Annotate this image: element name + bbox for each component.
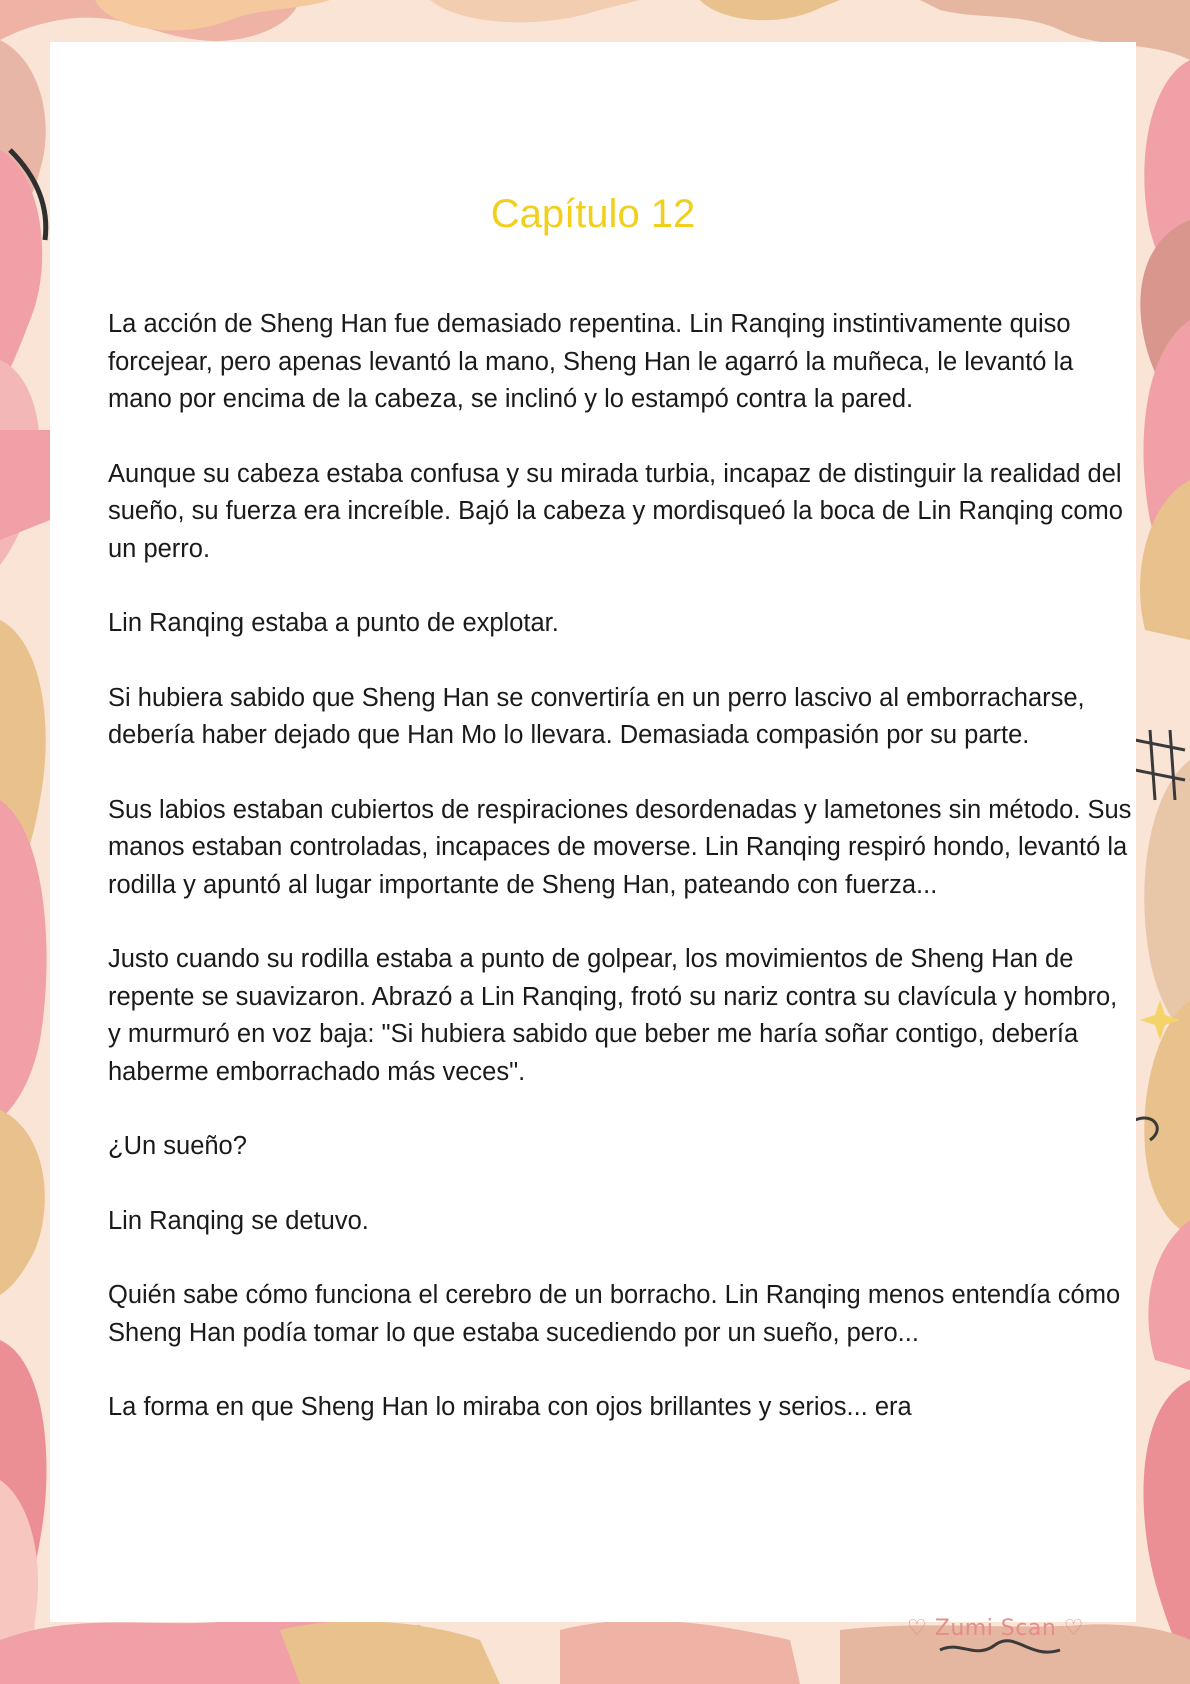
scanlation-credit: ♡ Zumi Scan ♡ xyxy=(907,1616,1084,1641)
paragraph: Lin Ranqing estaba a punto de explotar. xyxy=(108,609,559,637)
paragraph: ¿Un sueño? xyxy=(108,1132,247,1160)
paragraph: Justo cuando su rodilla estaba a punto de golpear, los movimientos de Sheng Han de repente se suavizaron. Abrazó a Lin Ranqing, frotó su nariz contra su clavícula y hombro, y murmuró en voz baja: "Si hubiera sabido que beber me haría soñar contigo, debería haberme emborrachado más veces". xyxy=(108,945,1118,1086)
paragraph: Si hubiera sabido que Sheng Han se convertiría en un perro lascivo al emborracharse, debería haber dejado que Han Mo lo llevara. Demasiada compasión por su parte. xyxy=(108,683,1085,749)
chapter-title: Capítulo 12 xyxy=(490,192,696,236)
paragraph: Aunque su cabeza estaba confusa y su mirada turbia, incapaz de distinguir la realidad del sueño, su fuerza era increíble. Bajó la cabeza y mordisqueó la boca de Lin Ranqing como un perro. xyxy=(108,459,1123,563)
chapter-page xyxy=(50,42,1136,1641)
chapter-body xyxy=(108,306,1132,1464)
paragraph: La acción de Sheng Han fue demasiado repentina. Lin Ranqing instintivamente quiso forcejear, pero apenas levantó la mano, Sheng Han le agarró la muñeca, le levantó la mano por encima de la cabeza, se inclinó y lo estampó contra la pared. xyxy=(108,310,1074,413)
paragraph: Quién sabe cómo funciona el cerebro de un borracho. Lin Ranqing menos entendía cómo Sheng Han podía tomar lo que estaba sucediendo por un sueño, pero... xyxy=(108,1281,1121,1347)
paragraph: Sus labios estaban cubiertos de respiraciones desordenadas y lametones sin método. Sus manos estaban controladas, incapaces de moverse. Lin Ranqing respiró hondo, levantó la rodilla y apuntó al lugar importante de Sheng Han, pateando con fuerza... xyxy=(108,795,1132,899)
paragraph: Lin Ranqing se detuvo. xyxy=(108,1206,369,1235)
paragraph: La forma en que Sheng Han lo miraba con ojos brillantes y serios... era xyxy=(108,1393,912,1421)
